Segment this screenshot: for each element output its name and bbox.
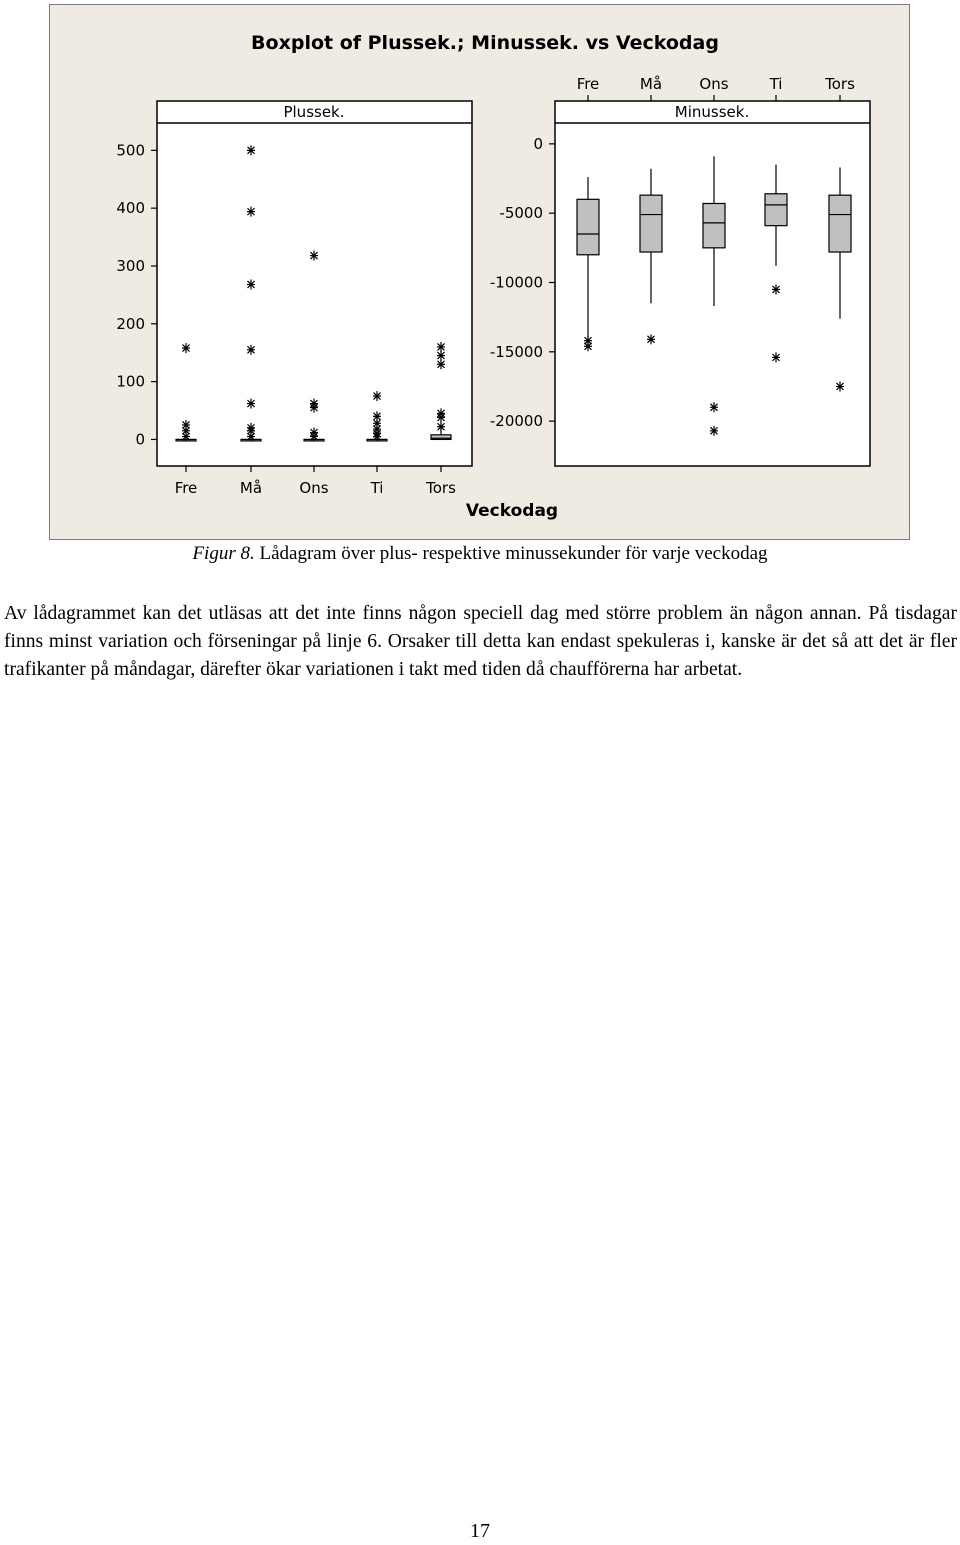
box-1-1 [640, 195, 662, 252]
outlier-0-4-4 [437, 351, 445, 361]
x-tick-label-1-0: Fre [576, 75, 600, 93]
boxplot-chart [50, 5, 911, 541]
outlier-1-4-0 [836, 381, 844, 391]
outlier-1-2-1 [710, 426, 718, 436]
y-tick-label-0-3: 300 [116, 256, 145, 275]
box-1-4 [829, 195, 851, 252]
x-axis-label: Veckodag [465, 501, 559, 521]
panel-plussek [116, 101, 472, 497]
x-tick-label-0-2: Ons [299, 479, 329, 497]
chart-title: Boxplot of Plussek.; Minussek. vs Veckodag [251, 32, 719, 54]
boxplot-figure [49, 4, 910, 540]
outlier-1-2-0 [710, 402, 718, 412]
y-tick-label-0-5: 500 [116, 141, 145, 160]
x-tick-label-1-1: Må [639, 75, 663, 93]
outlier-0-1-2 [247, 423, 255, 433]
outlier-0-1-7 [247, 145, 255, 155]
outlier-0-2-1 [310, 427, 318, 437]
outlier-1-3-0 [772, 284, 780, 294]
y-tick-label-1-0: 0 [533, 134, 543, 153]
outlier-1-1-0 [647, 334, 655, 344]
outlier-0-0-3 [182, 343, 190, 353]
outlier-0-1-4 [247, 345, 255, 355]
x-tick-label-0-4: Tors [426, 479, 456, 497]
x-tick-label-1-4: Tors [825, 75, 855, 93]
x-tick-label-1-3: Ti [769, 75, 783, 93]
figure-caption-text: Lådagram över plus- respektive minussekunder för varje veckodag [254, 543, 768, 564]
y-tick-label-0-0: 0 [135, 430, 145, 449]
y-tick-label-0-2: 200 [116, 314, 145, 333]
outlier-0-4-3 [437, 359, 445, 369]
panel-minussek-strip-label: Minussek. [674, 103, 750, 121]
y-tick-label-1-4: -20000 [489, 412, 543, 431]
box-1-0 [577, 199, 599, 254]
outlier-0-1-5 [247, 279, 255, 289]
y-tick-label-1-3: -15000 [489, 342, 543, 361]
y-tick-label-0-4: 400 [116, 199, 145, 218]
outlier-0-4-0 [437, 422, 445, 432]
outlier-0-3-5 [373, 391, 381, 401]
outlier-0-4-2 [437, 408, 445, 418]
outlier-0-1-6 [247, 207, 255, 217]
outlier-0-4-5 [437, 342, 445, 352]
outlier-0-2-3 [310, 399, 318, 409]
x-tick-label-0-0: Fre [174, 479, 198, 497]
outlier-0-0-2 [182, 420, 190, 430]
panel-minussek [490, 75, 870, 466]
figure-caption [0, 543, 960, 565]
y-tick-label-1-1: -5000 [499, 204, 543, 223]
outlier-1-0-1 [584, 341, 592, 351]
x-tick-label-0-3: Ti [370, 479, 384, 497]
page-number: 17 [470, 1520, 490, 1542]
box-1-3 [765, 194, 787, 226]
x-tick-label-0-1: Må [239, 479, 263, 497]
body-paragraph: Av lådagrammet kan det utläsas att det inte finns någon speciell dag med större problem än någon annan. På tisdagar finns minst variation och förseningar på linje 6. Orsaker till detta kan endast spekuleras i, kanske är det så att det är fler trafikanter på måndagar, därefter ökar variationen i takt med tiden då chaufförerna har arbetat. [4, 603, 957, 680]
outlier-1-3-1 [772, 352, 780, 362]
box-1-2 [703, 203, 725, 247]
figure-caption-label: Figur 8. [192, 543, 255, 564]
x-tick-label-1-2: Ons [699, 75, 729, 93]
y-tick-label-0-1: 100 [116, 372, 145, 391]
outlier-0-2-4 [310, 251, 318, 261]
outlier-0-1-3 [247, 399, 255, 409]
panel-minussek-frame [555, 101, 870, 466]
outlier-0-3-4 [373, 411, 381, 421]
y-tick-label-1-2: -10000 [489, 273, 543, 292]
panel-plussek-strip-label: Plussek. [283, 103, 345, 121]
